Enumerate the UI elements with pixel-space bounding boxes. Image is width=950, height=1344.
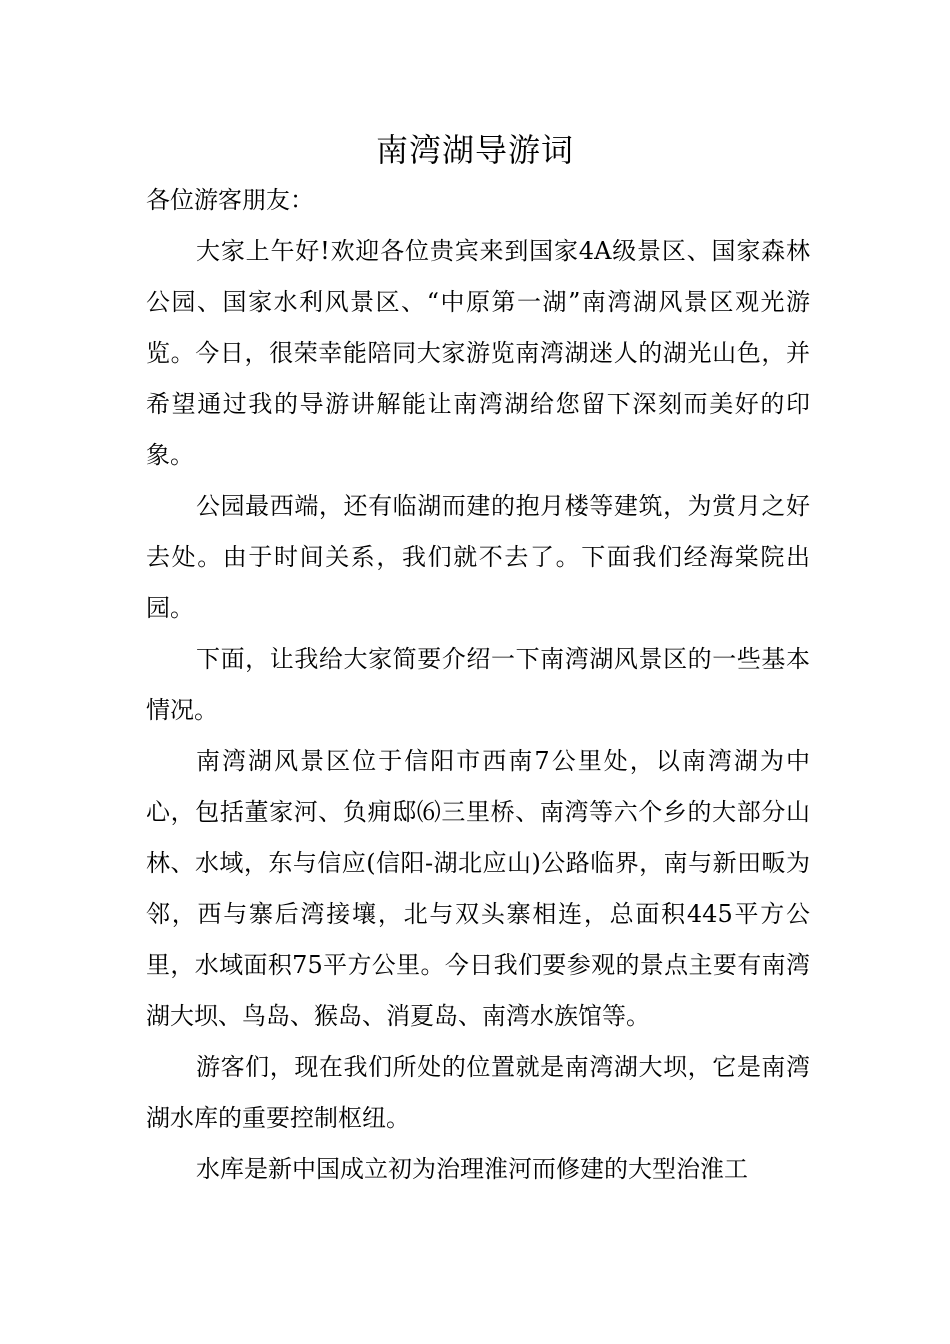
document-body: [146, 175, 810, 1195]
greeting-line: 各位游客朋友：: [146, 186, 314, 214]
paragraph-location: 南湾湖风景区位于信阳市西南7公里处，以南湾湖为中心，包括董家河、负痈邸⑹三里桥、南湾等六个乡的大部分山林、水域，东与信应(信阳-湖北应山)公路临界，南与新田畈为邻，西与寨后湾接壤，北与双头寨相连，总面积445平方公里，水域面积75平方公里。今日我们要参观的景点主要有南湾湖大坝、鸟岛、猴岛、消夏岛、南湾水族馆等。: [146, 747, 810, 1030]
paragraph-welcome: 大家上午好!欢迎各位贵宾来到国家4A级景区、国家森林公园、国家水利风景区、“中原第一湖”南湾湖风景区观光游览。今日，很荣幸能陪同大家游览南湾湖迷人的湖光山色，并希望通过我的导游讲解能让南湾湖给您留下深刻而美好的印象。: [146, 237, 810, 469]
paragraph-dam: 游客们，现在我们所处的位置就是南湾湖大坝，它是南湾湖水库的重要控制枢纽。: [146, 1053, 810, 1132]
paragraph-park-west: 公园最西端，还有临湖而建的抱月楼等建筑，为赏月之好去处。由于时间关系，我们就不去了。下面我们经海棠院出园。: [146, 492, 810, 622]
paragraph-reservoir: 水库是新中国成立初为治理淮河而修建的大型治淮工: [196, 1155, 748, 1183]
document-title: 南湾湖导游词: [375, 131, 574, 169]
paragraph-intro: 下面，让我给大家简要介绍一下南湾湖风景区的一些基本情况。: [146, 645, 810, 724]
